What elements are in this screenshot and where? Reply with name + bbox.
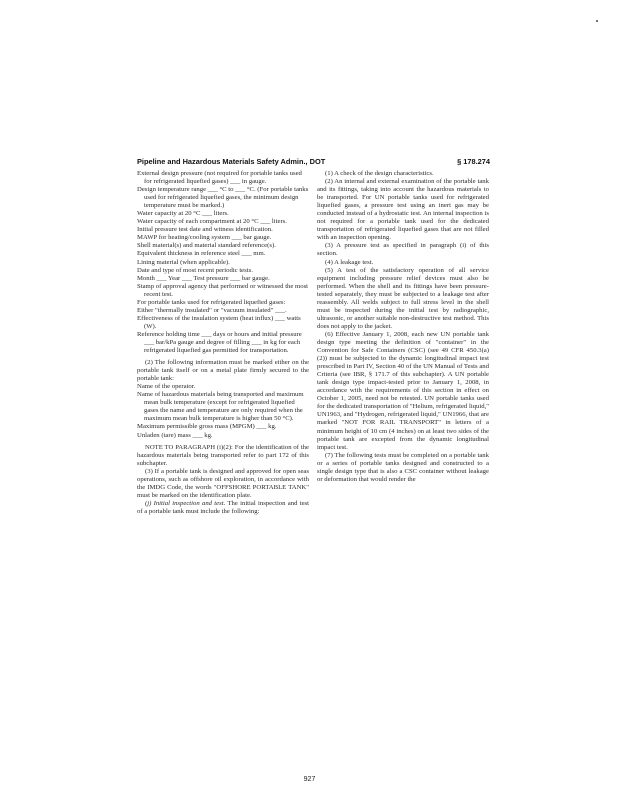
left-column-paragraph: Initial pressure test date and witness identification. [137,226,273,234]
left-column-paragraph [137,500,309,516]
left-column-paragraph: MAWP for heating/cooling system ___ bar gauge. [137,234,272,242]
agency-title: Pipeline and Hazardous Materials Safety Admin., DOT [137,157,326,166]
paragraph-body: The initial inspection and test of a portable tank must include the following: [137,499,310,515]
page-number: 927 [303,776,316,783]
paragraph-heading: (j) Initial inspection and test. [145,499,226,507]
left-column-paragraph: Date and type of most recent periodic tests. [137,266,253,274]
left-column-paragraph: Either "thermally insulated" or "vacuum insulated" ___. [137,306,287,314]
left-column-paragraph: Design temperature range ___ °C to ___ °C. (For portable tanks used for refrigerated liquefied gases, the minimum design temperature must be marked.) [137,186,309,210]
left-column-paragraph: (2) The following information must be marked either on the portable tank itself or on a metal plate firmly secured to the portable tank: [137,359,309,383]
left-column-paragraph: Equivalent thickness in reference steel ___ mm. [137,250,266,258]
left-column-paragraph: Water capacity of each compartment at 20 °C ___ liters. [137,218,287,226]
left-column-paragraph: Water capacity at 20 °C ___ liters. [137,210,229,218]
left-column-paragraph: Shell material(s) and material standard reference(s). [137,242,276,250]
left-column-paragraph: Name of the operator. [137,383,196,391]
left-column-paragraph: External design pressure (not required for portable tanks used for refrigerated liquefied gases) ___ in gauge. [137,170,302,186]
left-column-paragraph: Lining material (when applicable). [137,258,230,266]
running-head [137,157,490,166]
left-column-paragraph: Unladen (tare) mass ___ kg. [137,431,213,439]
right-column [317,170,489,484]
left-column-paragraph: Maximum permissible gross mass (MPGM) ___ kg. [137,423,277,431]
section-number: § 178.274 [457,157,490,166]
right-column-paragraph: (7) The following tests must be completed on a portable tank or a series of portable tanks designed and constructed to a single design type that is also a CSC container without leakage or deformation that would render the [317,451,489,483]
right-column-paragraph: (5) A test of the satisfactory operation of all service equipment including pressure relief devices must also be performed. When the shell and its fittings have been pressure-tested separately, they must be subjected to a leakage test after reassembly. All welds subject to full stress level in the shell must be inspected during the initial test by radiographic, ultrasonic, or another suitable non-destructive test method. This does not apply to the jacket. [317,266,489,330]
left-column-paragraph: NOTE TO PARAGRAPH (i)(2): For the identification of the hazardous materials being transported refer to part 172 of this subchapter. [137,443,309,467]
left-column-paragraph: Month ___ Year ___ Test pressure ___ bar gauge. [137,274,270,282]
right-column-paragraph: (1) A check of the design characteristics. [325,170,434,177]
scan-speck [596,20,598,22]
right-column-paragraph: (3) A pressure test as specified in paragraph (i) of this section. [317,242,489,258]
right-column-paragraph: (4) A leakage test. [325,258,374,266]
right-column-paragraph: (2) An internal and external examination of the portable tank and its fittings, taking into account the hazardous materials to be transported. For UN portable tanks used for refrigerated liquefied gases, a pressure test using an inert gas may be conducted instead of a hydrostatic test. An internal inspection is not required for a portable tank used for the dedicated transportation of refrigerated liquefied gases that are not filled with an inspection opening. [317,178,489,242]
left-column-paragraph: For portable tanks used for refrigerated liquefied gases: [137,298,286,306]
left-column-paragraph: (3) If a portable tank is designed and approved for open seas operations, such as offshore oil exploration, in accordance with the IMDG Code, the words "OFFSHORE PORTABLE TANK" must be marked on the identification plate. [137,467,309,499]
left-column-paragraph: Effectiveness of the insulation system (heat influx) ___ watts (W). [137,314,301,330]
left-column-paragraph: Reference holding time ___ days or hours and initial pressure ___ bar/kPa gauge and degree of filling ___ in kg for each refrigerated liquefied gas permitted for transportation. [137,330,302,355]
left-column-paragraph: Name of hazardous materials being transported and maximum mean bulk temperature (except for refrigerated liquefied gases the name and temperature are only required when the maximum mean bulk temperature is higher than 50 °C). [137,391,304,423]
left-column-paragraph: Stamp of approval agency that performed or witnessed the most recent test. [137,282,309,298]
left-column [137,170,309,516]
right-column-paragraph: (6) Effective January 1, 2008, each new UN portable tank design type meeting the definition of "container" in the Convention for Safe Containers (CSC) (see 49 CFR 450.3(a)(2)) must be subjected to the dynamic longitudinal impact test prescribed in Part IV, Section 40 of the UN Manual of Tests and Criteria (see IBR, § 171.7 of this subchapter). A UN portable tank design type impact-tested prior to January 1, 2008, in accordance with the requirements of this section in effect on October 1, 2005, need not be retested. UN portable tanks used for the dedicated transportation of "Helium, refrigerated liquid," UN1963, and "Hydrogen, refrigerated liquid," UN1966, that are marked "NOT FOR RAIL TRANSPORT" in letters of a minimum height of 10 cm (4 inches) on at least two sides of the portable tank are excepted from the dynamic longitudinal impact test. [317,330,489,451]
